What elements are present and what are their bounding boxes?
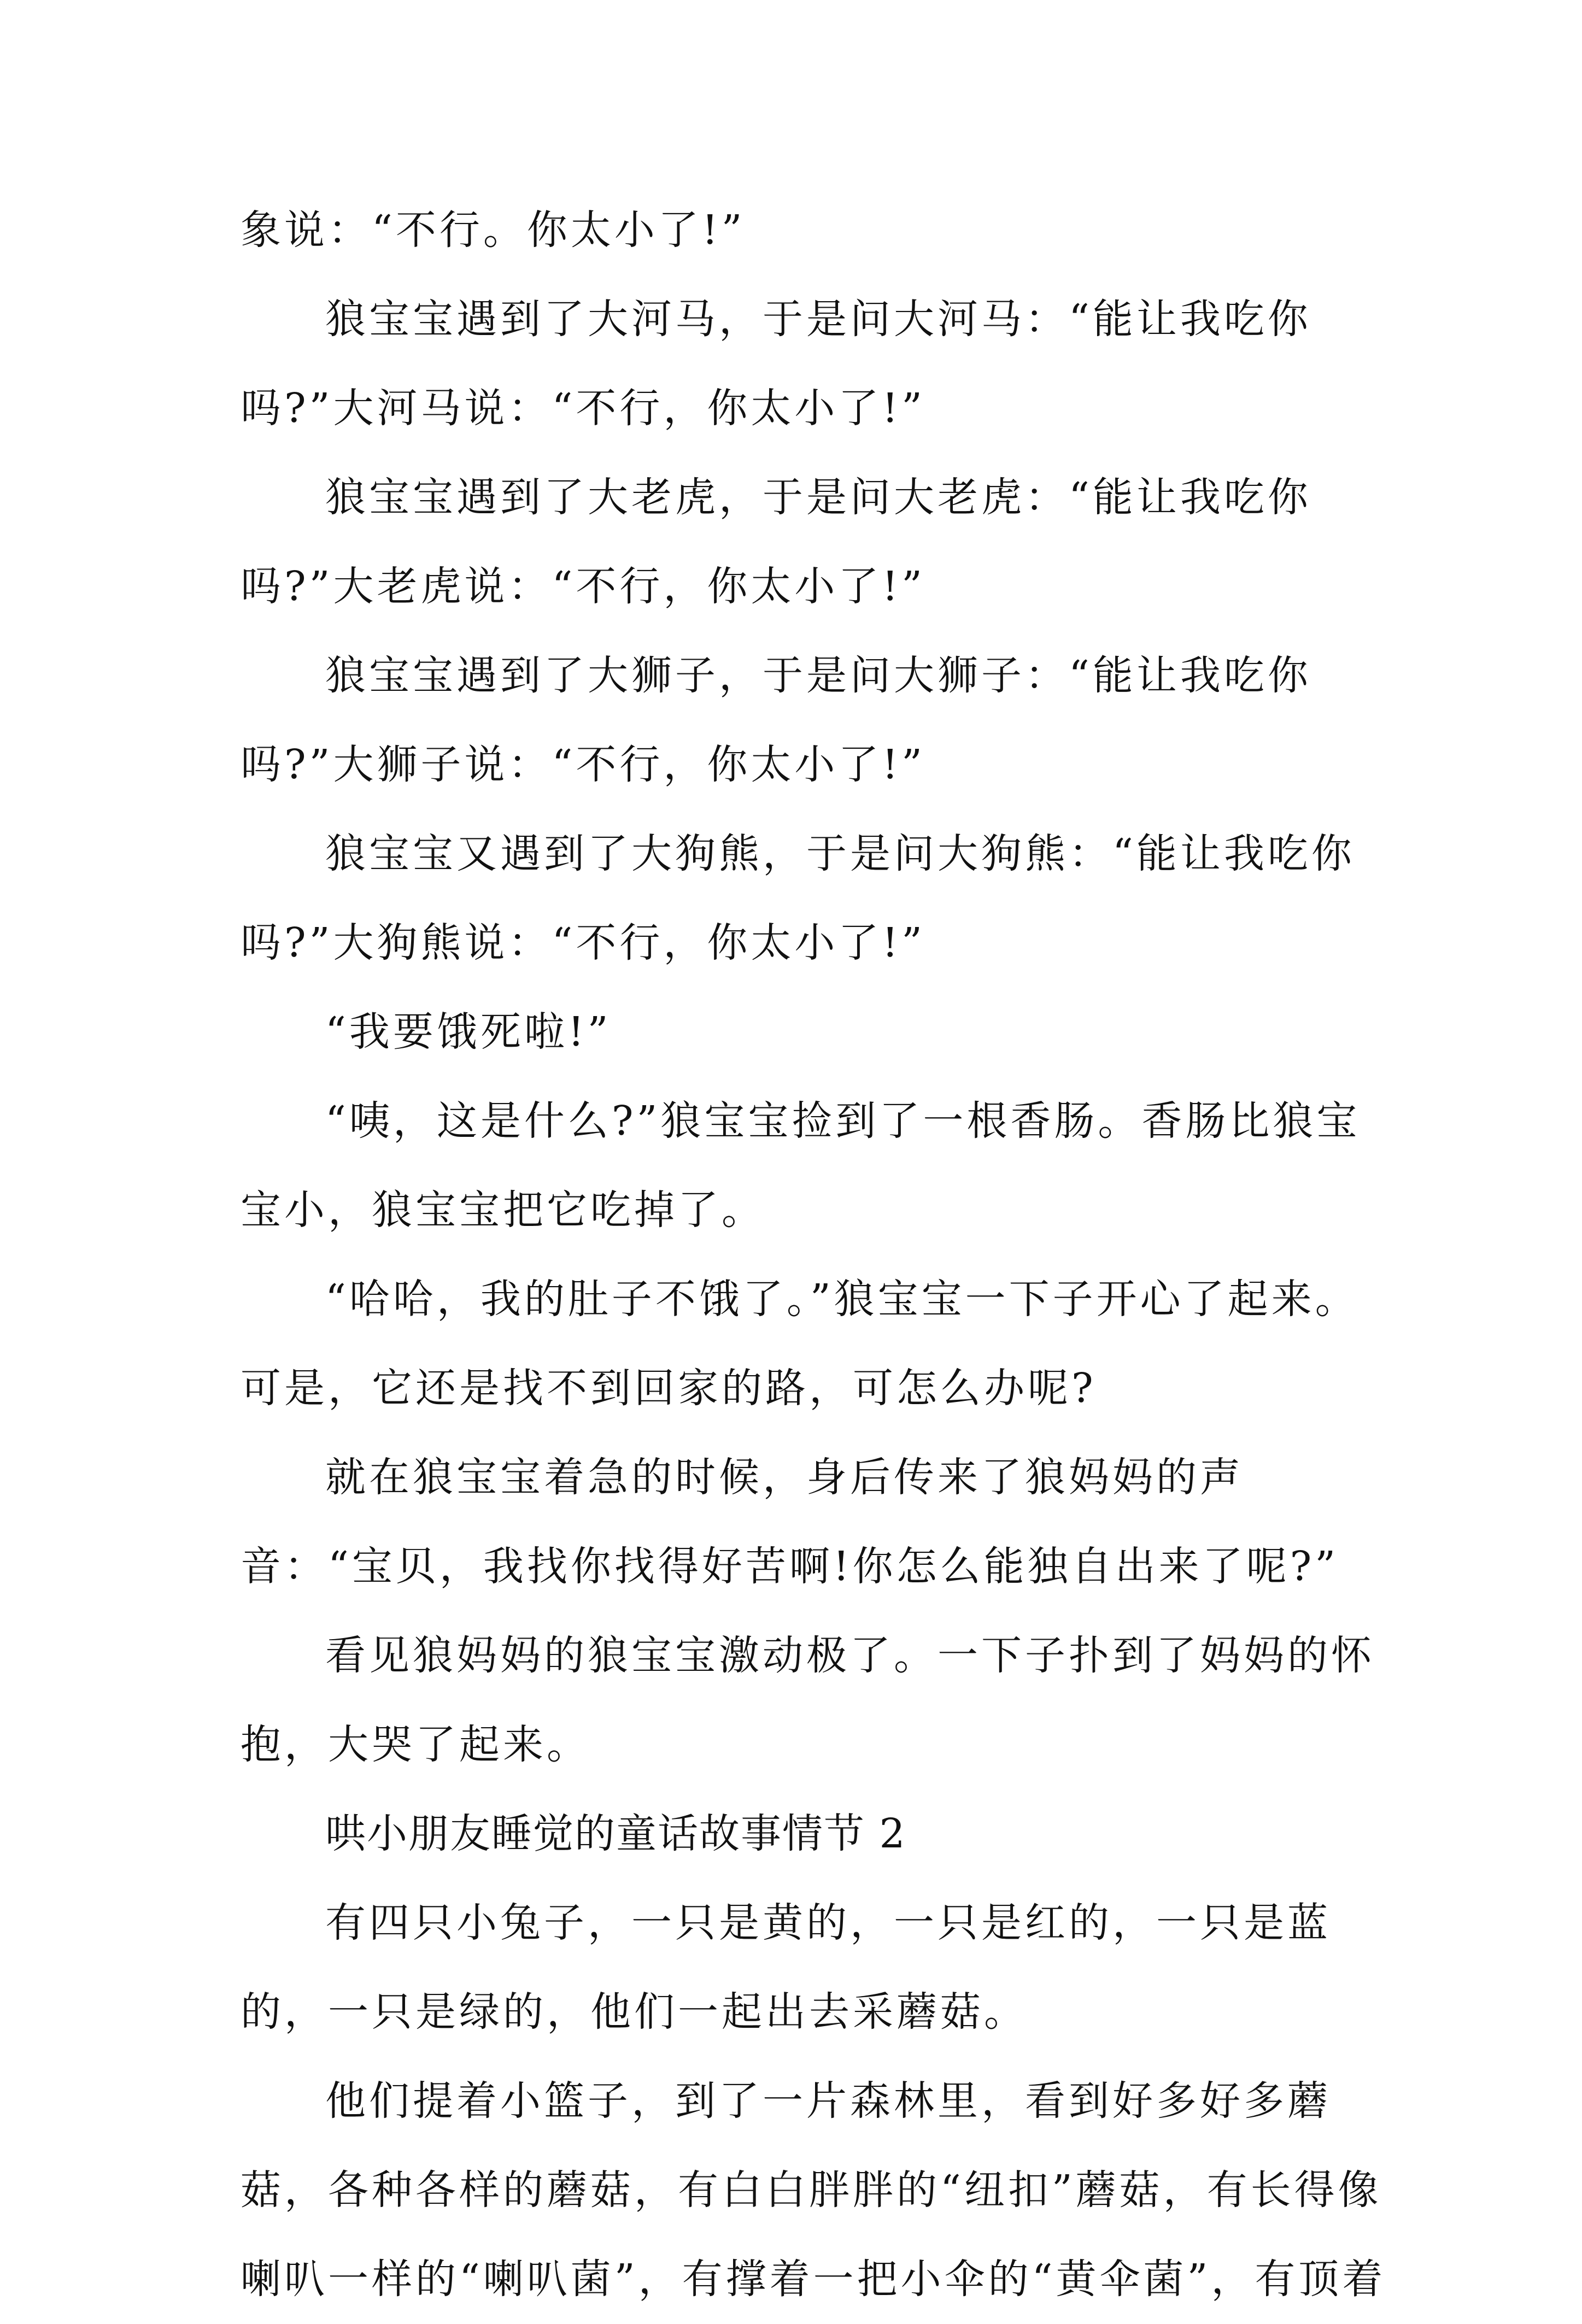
- paragraph-13: 他们提着小篮子，到了一片森林里，看到好多好多蘑菇，各种各样的蘑菇，有白白胖胖的“纽扣”蘑菇，有长得像喇叭一样的“喇叭菌”，有撑着一把小伞的“黄伞菌”，有顶着: [241, 2077, 1386, 2303]
- paragraph-6: “我要饿死啦!”: [325, 1008, 612, 1055]
- paragraph-5: 狼宝宝又遇到了大狗熊，于是问大狗熊：“能让我吃你吗?”大狗熊说：“不行，你太小了!”: [241, 830, 1355, 966]
- paragraph-10: 看见狼妈妈的狼宝宝激动极了。一下子扑到了妈妈的怀抱，大哭了起来。: [241, 1632, 1375, 1768]
- paragraph-7: “咦，这是什么?”狼宝宝捡到了一根香肠。香肠比狼宝宝小，狼宝宝把它吃掉了。: [241, 1098, 1361, 1234]
- paragraph-3: 狼宝宝遇到了大老虎，于是问大老虎：“能让我吃你吗?”大老虎说：“不行，你太小了!”: [241, 474, 1311, 610]
- paragraph-2: 狼宝宝遇到了大河马，于是问大河马：“能让我吃你吗?”大河马说：“不行，你太小了!”: [241, 296, 1311, 432]
- paragraph-1: 象说：“不行。你太小了!”: [241, 207, 746, 254]
- section-heading: 哄小朋友睡觉的童话故事情节 2: [325, 1810, 906, 1857]
- document-body: [241, 186, 1388, 2324]
- paragraph-8: “哈哈，我的肚子不饿了。”狼宝宝一下子开心了起来。可是，它还是找不到回家的路，可怎么办呢?: [241, 1276, 1359, 1412]
- paragraph-9: 就在狼宝宝着急的时候，身后传来了狼妈妈的声音：“宝贝，我找你找得好苦啊!你怎么能独自出来了呢?”: [241, 1454, 1339, 1590]
- paragraph-12: 有四只小兔子，一只是黄的，一只是红的，一只是蓝的，一只是绿的，他们一起出去采蘑菇。: [241, 1899, 1331, 2035]
- paragraph-4: 狼宝宝遇到了大狮子，于是问大狮子：“能让我吃你吗?”大狮子说：“不行，你太小了!”: [241, 652, 1311, 788]
